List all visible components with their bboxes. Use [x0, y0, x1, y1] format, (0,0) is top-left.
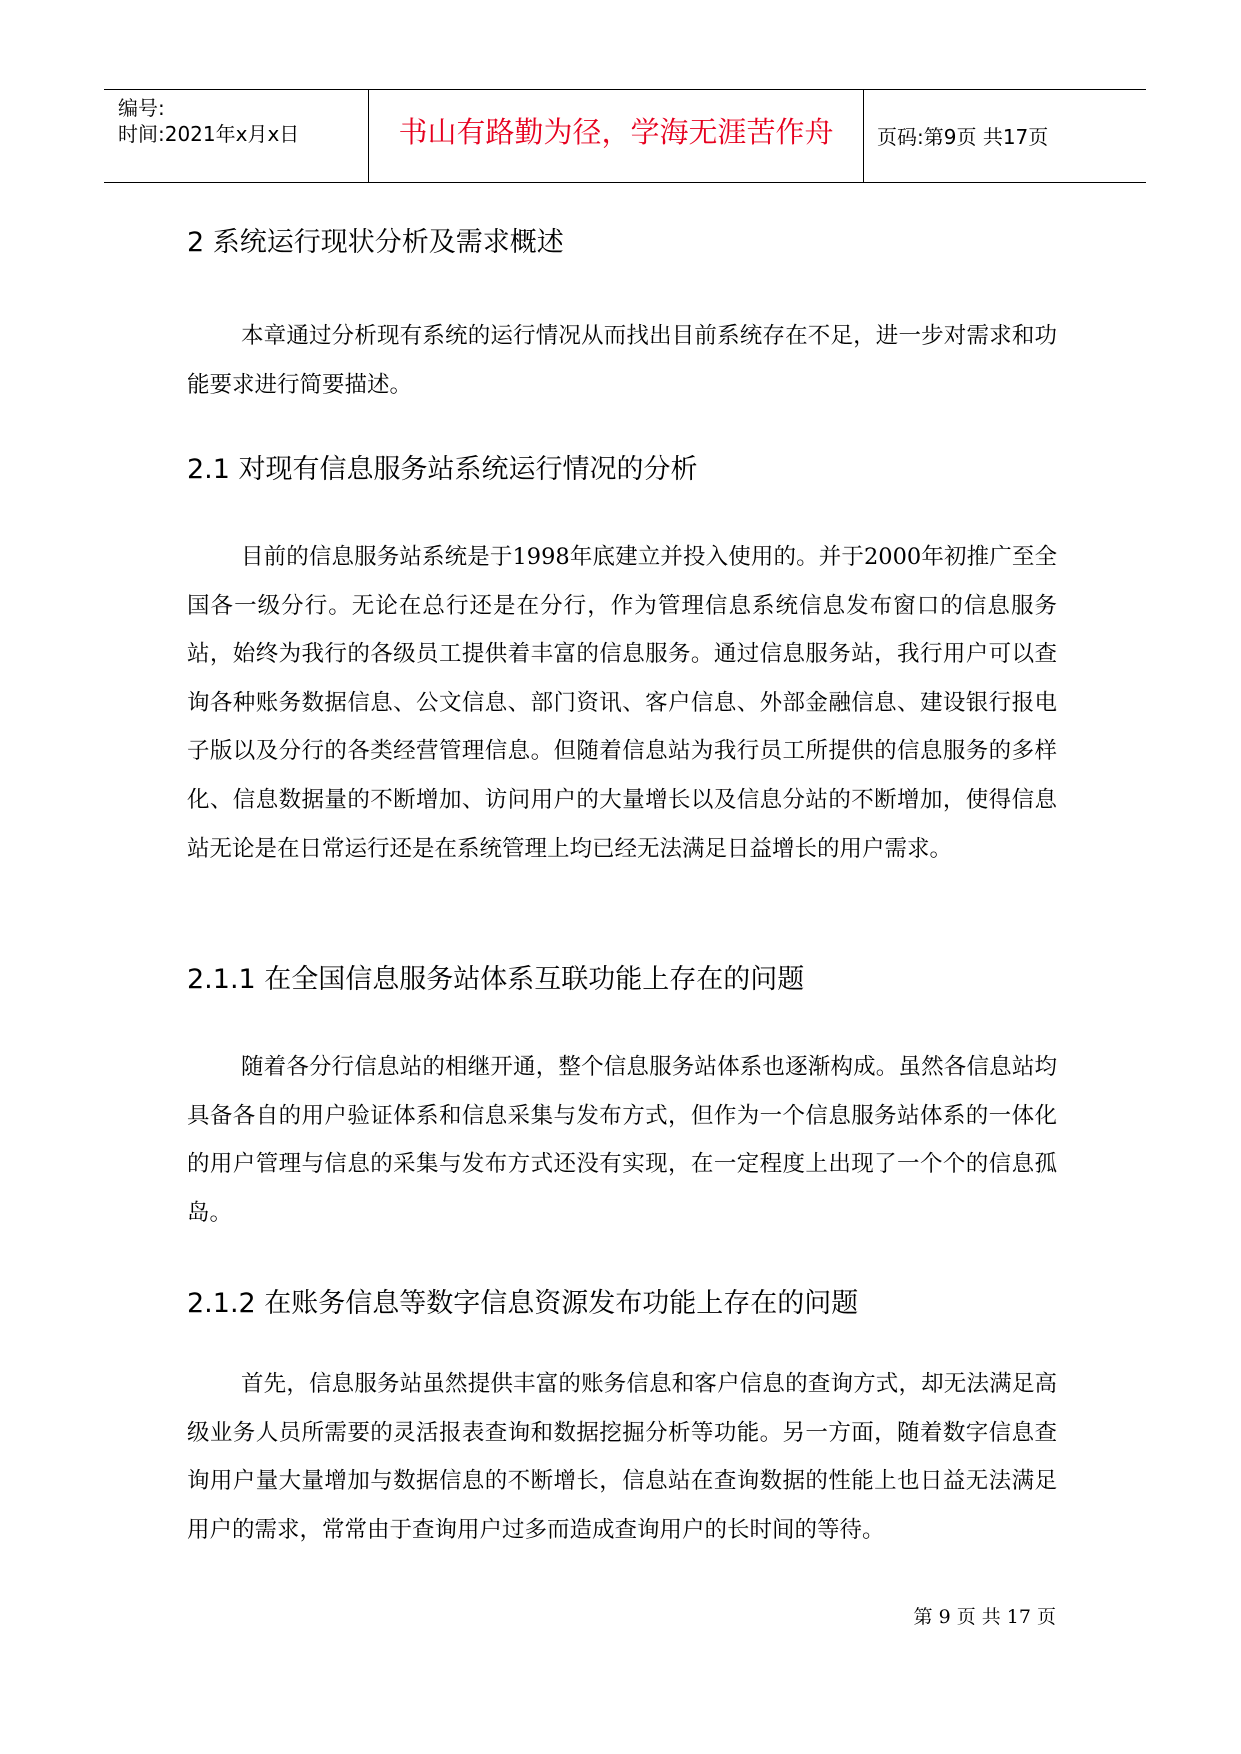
header-table	[104, 89, 1146, 183]
footer-page-number: 第 9 页 共 17 页	[913, 1606, 1056, 1628]
header-page-info: 页码:第9页 共17页	[877, 125, 1049, 149]
section-paragraph: 目前的信息服务站系统是于1998年底建立并投入使用的。并于2000年初推广至全国各一级分行。无论在总行还是在分行，作为管理信息系统信息发布窗口的信息服务站，始终为我行的各级员工提供着丰富的信息服务。通过信息服务站，我行用户可以查询各种账务数据信息、公文信息、部门资讯、客户信息、外部金融信息、建设银行报电子版以及分行的各类经营管理信息。但随着信息站为我行员工所提供的信息服务的多样化、信息数据量的不断增加、访问用户的大量增长以及信息分站的不断增加，使得信息站无论是在日常运行还是在系统管理上均已经无法满足日益增长的用户需求。	[187, 544, 1057, 862]
header-page-cell	[864, 90, 1146, 182]
document-number-label: 编号:	[118, 96, 165, 120]
section-heading: 2.1.2 在账务信息等数字信息资源发布功能上存在的问题	[187, 1288, 859, 1319]
section-heading: 2 系统运行现状分析及需求概述	[187, 227, 564, 258]
section-paragraph: 本章通过分析现有系统的运行情况从而找出目前系统存在不足，进一步对需求和功能要求进行简要描述。	[187, 323, 1057, 398]
section-paragraph: 首先，信息服务站虽然提供丰富的账务信息和客户信息的查询方式，却无法满足高级业务人员所需要的灵活报表查询和数据挖掘分析等功能。另一方面，随着数字信息查询用户量大量增加与数据信息的不断增长，信息站在查询数据的性能上也日益无法满足用户的需求，常常由于查询用户过多而造成查询用户的长时间的等待。	[187, 1371, 1057, 1543]
header-motto: 书山有路勤为径，学海无涯苦作舟	[398, 115, 834, 149]
document-time-label: 时间:2021年x月x日	[118, 122, 300, 146]
header-motto-cell	[369, 90, 864, 182]
section-heading: 2.1 对现有信息服务站系统运行情况的分析	[187, 454, 698, 485]
section-heading: 2.1.1 在全国信息服务站体系互联功能上存在的问题	[187, 964, 805, 995]
section-paragraph: 随着各分行信息站的相继开通，整个信息服务站体系也逐渐构成。虽然各信息站均具备各自的用户验证体系和信息采集与发布方式，但作为一个信息服务站体系的一体化的用户管理与信息的采集与发布方式还没有实现，在一定程度上出现了一个个的信息孤岛。	[187, 1054, 1057, 1226]
header-meta-cell	[104, 90, 369, 182]
